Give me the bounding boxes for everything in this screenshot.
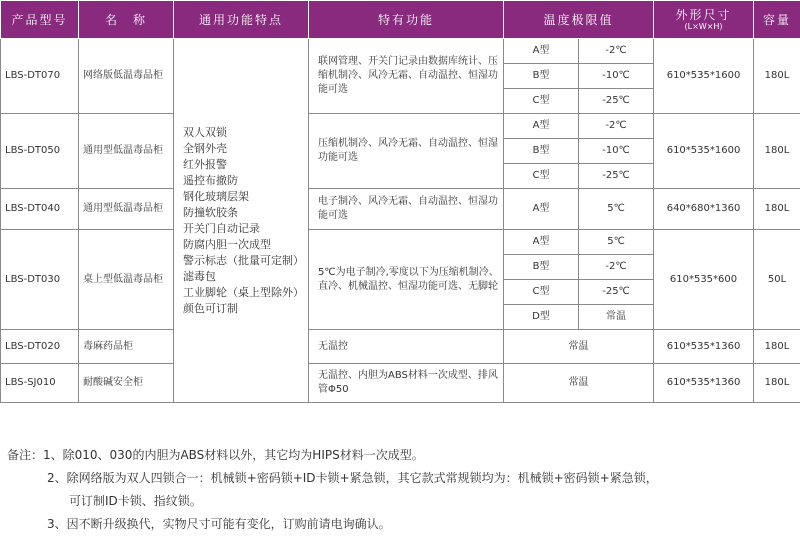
special-features-cell: 无温控、内胆为ABS材料一次成型、排风管Φ50 <box>309 364 504 403</box>
table-row <box>1 330 800 364</box>
special-features-cell: 电子制冷、风冷无霜、自动温控、恒湿功能可选 <box>309 189 504 230</box>
size-cell: 610*535*1360 <box>654 330 754 364</box>
size-cell: 610*535*600 <box>654 230 754 330</box>
feature-item: 滤毒包 <box>183 269 216 283</box>
name-cell: 毒麻药品柜 <box>79 330 174 364</box>
header-model: 产品型号 <box>1 1 79 39</box>
general-features-cell <box>174 39 309 403</box>
temp-type-cell: B型 <box>504 64 579 89</box>
model-cell: LBS-DT030 <box>1 230 79 330</box>
header-dimensions-unit: (L×W×H) <box>684 21 723 31</box>
capacity-cell: 180L <box>754 364 800 403</box>
temp-type-cell: C型 <box>504 280 579 305</box>
temp-type-cell: C型 <box>504 89 579 114</box>
table-row <box>1 230 800 255</box>
temp-value-cell: 5℃ <box>579 230 654 255</box>
temp-value-cell: -25℃ <box>579 280 654 305</box>
table-row <box>1 189 800 230</box>
note-line: 可订制ID卡锁、指纹锁。 <box>69 494 202 508</box>
feature-item: 防撞软胶条 <box>183 205 238 219</box>
temp-type-cell: C型 <box>504 164 579 189</box>
notes <box>7 444 797 536</box>
capacity-cell: 180L <box>754 114 800 189</box>
temp-type-cell: A型 <box>504 39 579 64</box>
special-features-cell: 5℃为电子制冷,零度以下为压缩机制冷、直冷、机械温控、恒湿功能可选、无脚轮 <box>309 230 504 330</box>
name-cell: 网络版低温毒品柜 <box>79 39 174 114</box>
feature-item: 防腐内胆一次成型 <box>183 237 271 251</box>
header-general-features: 通用功能特点 <box>174 1 309 39</box>
temp-type-cell: D型 <box>504 305 579 330</box>
note-line: 2、除网络版为双人四锁合一：机械锁+密码锁+ID卡锁+紧急锁，其它款式常规锁均为：机械锁+密码锁+紧急锁， <box>47 471 658 485</box>
feature-item: 工业脚轮（桌上型除外） <box>183 285 304 299</box>
feature-item: 警示标志（批量可定制） <box>183 253 304 267</box>
table-header-row <box>1 1 800 39</box>
special-features-cell: 无温控 <box>309 330 504 364</box>
name-cell: 通用型低温毒品柜 <box>79 114 174 189</box>
temp-value-cell: 常温 <box>504 330 654 364</box>
temp-value-cell: -2℃ <box>579 39 654 64</box>
table-row <box>1 39 800 64</box>
size-cell: 610*535*1600 <box>654 39 754 114</box>
header-temp-limit: 温度极限值 <box>504 1 654 39</box>
feature-item: 双人双锁 <box>183 125 227 139</box>
table-row <box>1 114 800 139</box>
feature-item: 颜色可订制 <box>183 301 238 315</box>
feature-item: 全钢外壳 <box>183 141 227 155</box>
temp-type-cell: A型 <box>504 114 579 139</box>
special-features-cell: 联网管理、开关门记录由数据库统计、压缩机制冷、风冷无霜、自动温控、恒湿功能可选 <box>309 39 504 114</box>
temp-value-cell: -2℃ <box>579 255 654 280</box>
header-name: 名 称 <box>79 1 174 39</box>
temp-value-cell: -10℃ <box>579 139 654 164</box>
header-dimensions-label: 外形尺寸 <box>675 7 732 22</box>
capacity-cell: 180L <box>754 330 800 364</box>
feature-item: 开关门自动记录 <box>183 221 260 235</box>
special-features-cell: 压缩机制冷、风冷无霜、自动温控、恒湿功能可选 <box>309 114 504 189</box>
name-cell: 通用型低温毒品柜 <box>79 189 174 230</box>
temp-value-cell: -25℃ <box>579 89 654 114</box>
model-cell: LBS-DT040 <box>1 189 79 230</box>
header-dimensions <box>654 1 754 39</box>
size-cell: 640*680*1360 <box>654 189 754 230</box>
name-cell: 桌上型低温毒品柜 <box>79 230 174 330</box>
temp-type-cell: B型 <box>504 139 579 164</box>
temp-type-cell: B型 <box>504 255 579 280</box>
capacity-cell: 180L <box>754 39 800 114</box>
model-cell: LBS-SJ010 <box>1 364 79 403</box>
header-special-features: 特有功能 <box>309 1 504 39</box>
temp-value-cell: -25℃ <box>579 164 654 189</box>
model-cell: LBS-DT020 <box>1 330 79 364</box>
size-cell: 610*535*1360 <box>654 364 754 403</box>
temp-type-cell: A型 <box>504 189 579 230</box>
capacity-cell: 180L <box>754 189 800 230</box>
note-line: 备注：1、除010、030的内胆为ABS材料以外，其它均为HIPS材料一次成型。 <box>7 448 424 462</box>
temp-type-cell: A型 <box>504 230 579 255</box>
temp-value-cell: 常温 <box>579 305 654 330</box>
size-cell: 610*535*1600 <box>654 114 754 189</box>
temp-value-cell: 5℃ <box>579 189 654 230</box>
model-cell: LBS-DT050 <box>1 114 79 189</box>
feature-item: 红外报警 <box>183 157 227 171</box>
name-cell: 耐酸碱安全柜 <box>79 364 174 403</box>
temp-value-cell: -10℃ <box>579 64 654 89</box>
feature-item: 遥控布撤防 <box>183 173 238 187</box>
capacity-cell: 50L <box>754 230 800 330</box>
table-row <box>1 364 800 403</box>
temp-value-cell: 常温 <box>504 364 654 403</box>
model-cell: LBS-DT070 <box>1 39 79 114</box>
temp-value-cell: -2℃ <box>579 114 654 139</box>
feature-item: 钢化玻璃层架 <box>183 189 249 203</box>
note-line: 3、因不断升级换代，实物尺寸可能有变化，订购前请电询确认。 <box>47 517 391 531</box>
header-capacity: 容量 <box>754 1 800 39</box>
